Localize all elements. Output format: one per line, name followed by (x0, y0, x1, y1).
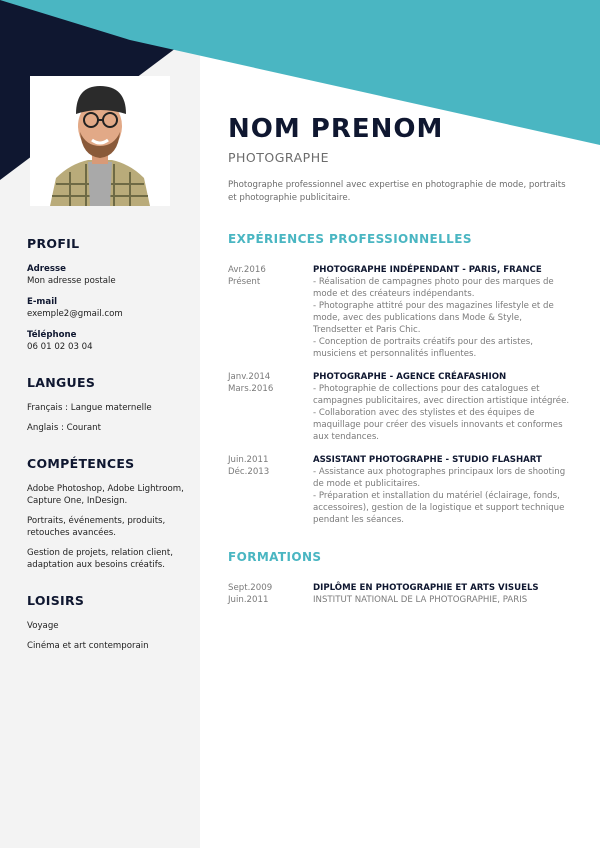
experience-body (313, 264, 573, 360)
date-end: Juin.2011 (228, 595, 269, 605)
experience-dates (228, 371, 313, 443)
experience-line: - Réalisation de campagnes photo pour des marques de mode et des créateurs indépendants. (313, 277, 554, 299)
competences-heading: COMPÉTENCES (27, 456, 135, 471)
loisir-item: Voyage (27, 621, 59, 631)
date-start: Janv.2014 (228, 372, 271, 382)
experience-entry (228, 454, 573, 526)
profil-section (27, 236, 187, 353)
email-value: exemple2@gmail.com (27, 309, 123, 319)
formation-dates (228, 582, 313, 606)
formation-entry (228, 582, 573, 606)
email-label: E-mail (27, 297, 58, 307)
experiences-heading: EXPÉRIENCES PROFESSIONNELLES (228, 232, 472, 246)
experience-title: PHOTOGRAPHE INDÉPENDANT - PARIS, FRANCE (313, 265, 542, 275)
date-start: Avr.2016 (228, 265, 266, 275)
profile-photo (30, 76, 170, 206)
main-content (228, 114, 573, 617)
profil-heading: PROFIL (27, 236, 80, 251)
date-start: Sept.2009 (228, 583, 273, 593)
langue-item: Français : Langue maternelle (27, 403, 152, 413)
profile-summary: Photographe professionnel avec expertise en photographie de mode, portraits et photographie publicitaire. (228, 180, 566, 203)
experience-title: ASSISTANT PHOTOGRAPHE - STUDIO FLASHART (313, 455, 542, 465)
address-label: Adresse (27, 264, 66, 274)
person-portrait-icon (30, 76, 170, 206)
loisirs-section (27, 593, 187, 652)
formations-section (228, 550, 573, 606)
experience-line: - Collaboration avec des stylistes et des équipes de maquillage pour créer des visuels innovants et conformes aux tendances. (313, 408, 563, 442)
date-end: Mars.2016 (228, 384, 274, 394)
loisir-item: Cinéma et art contemporain (27, 641, 149, 651)
address-value: Mon adresse postale (27, 276, 116, 286)
experience-title: PHOTOGRAPHE - AGENCE CRÉAFASHION (313, 372, 507, 382)
experience-line: - Assistance aux photographes principaux lors de shooting de mode et publicitaires. (313, 467, 566, 489)
competence-item: Portraits, événements, produits, retouches avancées. (27, 516, 166, 538)
langue-item: Anglais : Courant (27, 423, 101, 433)
experience-line: - Conception de portraits créatifs pour des artistes, musiciens et personnalités influentes. (313, 337, 533, 359)
competence-item: Adobe Photoshop, Adobe Lightroom, Capture One, InDesign. (27, 484, 184, 506)
experience-line: - Photographie de collections pour des catalogues et campagnes publicitaires, avec direction artistique intégrée. (313, 384, 570, 406)
experience-dates (228, 264, 313, 360)
formation-body (313, 582, 573, 606)
experience-entry (228, 371, 573, 443)
sidebar (27, 236, 187, 674)
experience-body (313, 371, 573, 443)
langues-section (27, 375, 187, 434)
experience-body (313, 454, 573, 526)
job-title: PHOTOGRAPHE (228, 150, 330, 165)
formation-title: DIPLÔME EN PHOTOGRAPHIE ET ARTS VISUELS (313, 583, 539, 593)
langues-heading: LANGUES (27, 375, 96, 390)
experience-dates (228, 454, 313, 526)
experience-line: - Préparation et installation du matériel (éclairage, fonds, accessoires), gestion de la logistique et support technique pendant les séances. (313, 491, 565, 525)
date-start: Juin.2011 (228, 455, 269, 465)
date-end: Déc.2013 (228, 467, 270, 477)
formations-heading: FORMATIONS (228, 550, 322, 564)
competence-item: Gestion de projets, relation client, adaptation aux besoins créatifs. (27, 548, 173, 570)
experience-line: - Photographe attitré pour des magazines lifestyle et de mode, avec des publications dans Mode & Style, Trendsetter et Paris Chic. (313, 301, 554, 335)
experience-entry (228, 264, 573, 360)
date-end: Présent (228, 277, 261, 287)
candidate-name: NOM PRENOM (228, 114, 444, 144)
phone-value: 06 01 02 03 04 (27, 342, 93, 352)
loisirs-heading: LOISIRS (27, 593, 85, 608)
formation-school: INSTITUT NATIONAL DE LA PHOTOGRAPHIE, PARIS (313, 595, 528, 605)
competences-section (27, 456, 187, 571)
phone-label: Téléphone (27, 330, 77, 340)
